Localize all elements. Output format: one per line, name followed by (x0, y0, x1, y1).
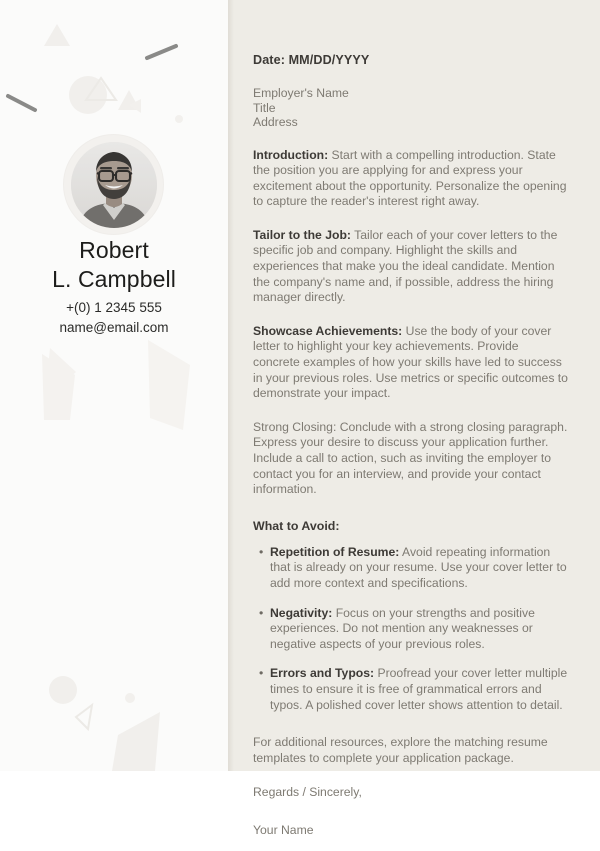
what-to-avoid-list (253, 545, 568, 713)
decorative-shapes (0, 0, 228, 771)
recipient-name: Employer's Name (253, 86, 349, 100)
list-item (253, 545, 568, 592)
letter-panel (228, 0, 600, 837)
section-lead-showcase: Showcase Achievements: (253, 323, 403, 338)
list-item (253, 666, 568, 713)
resources-note: For additional resources, explore the matching resume templates to complete your application package. (253, 735, 548, 765)
section-text-introduction: Start with a compelling introduction. State the position you are applying for and express your excitement about the opportunity. Personalize the opening to capture the reader's interest right away. (253, 147, 567, 209)
letter-date: Date: MM/DD/YYYY (253, 53, 370, 67)
contact-info (0, 298, 228, 338)
section-lead-tailor: Tailor to the Job: (253, 227, 351, 242)
phone-number: +(0) 1 2345 555 (66, 300, 162, 315)
recipient-title: Title (253, 100, 276, 115)
letter-content (253, 52, 568, 851)
section-text-tailor: Tailor each of your cover letters to the specific job and company. Highlight the skills and experiences that make you the ideal candidate. Mention the company's name and, if possible, address the hiring manager directly. (253, 227, 558, 305)
panel-edge-shadow (228, 0, 234, 771)
avatar (64, 135, 163, 234)
section-text-showcase: Use the body of your cover letter to highlight your key achievements. Provide concrete examples of how your skills have led to success in your previous roles. Use metrics or specific outcomes to demonstrate your impact. (253, 323, 568, 401)
name-line-first: Robert (79, 237, 149, 263)
recipient-block (253, 86, 568, 130)
list-item (253, 606, 568, 653)
what-to-avoid-heading: What to Avoid: (253, 518, 340, 533)
bullet-text-repetition: Avoid repeating information that is already on your resume. Use your cover letter to add more context and specifications. (270, 544, 567, 590)
portrait-illustration (71, 142, 157, 228)
candidate-name (0, 236, 228, 294)
bullet-icon: • (259, 666, 264, 681)
recipient-address: Address (253, 115, 298, 129)
avatar-photo (71, 142, 157, 228)
section-showcase-achievements (253, 324, 568, 402)
bullet-icon: • (259, 544, 264, 559)
bullet-text-errors: Proofread your cover letter multiple times to ensure it is free of grammatical errors and typos. A polished cover letter shows attention to detail. (270, 666, 568, 712)
bullet-icon: • (259, 605, 264, 620)
bullet-text-negativity: Focus on your strengths and positive experiences. Do not mention any weaknesses or negative aspects of your previous roles. (270, 605, 535, 651)
section-lead-strong-closing: Strong Closing: (253, 419, 337, 434)
section-text-strong-closing: Conclude with a strong closing paragraph. Express your desire to discuss your application further. Include a call to action, such as inviting the employer to contact you for an interview, and provide your contact information. (253, 419, 568, 497)
name-line-last: L. Campbell (52, 266, 176, 292)
bullet-lead-negativity: Negativity: (270, 605, 333, 620)
signature-line: Your Name (253, 822, 314, 837)
section-strong-closing (253, 420, 568, 498)
sidebar (0, 0, 228, 771)
section-introduction (253, 148, 568, 210)
section-tailor-to-the-job (253, 228, 568, 306)
email-address: name@email.com (59, 320, 169, 335)
section-lead-introduction: Introduction: (253, 147, 329, 162)
bullet-lead-repetition: Repetition of Resume: (270, 544, 400, 559)
bullet-lead-errors: Errors and Typos: (270, 666, 375, 681)
regards-line: Regards / Sincerely, (253, 785, 362, 800)
